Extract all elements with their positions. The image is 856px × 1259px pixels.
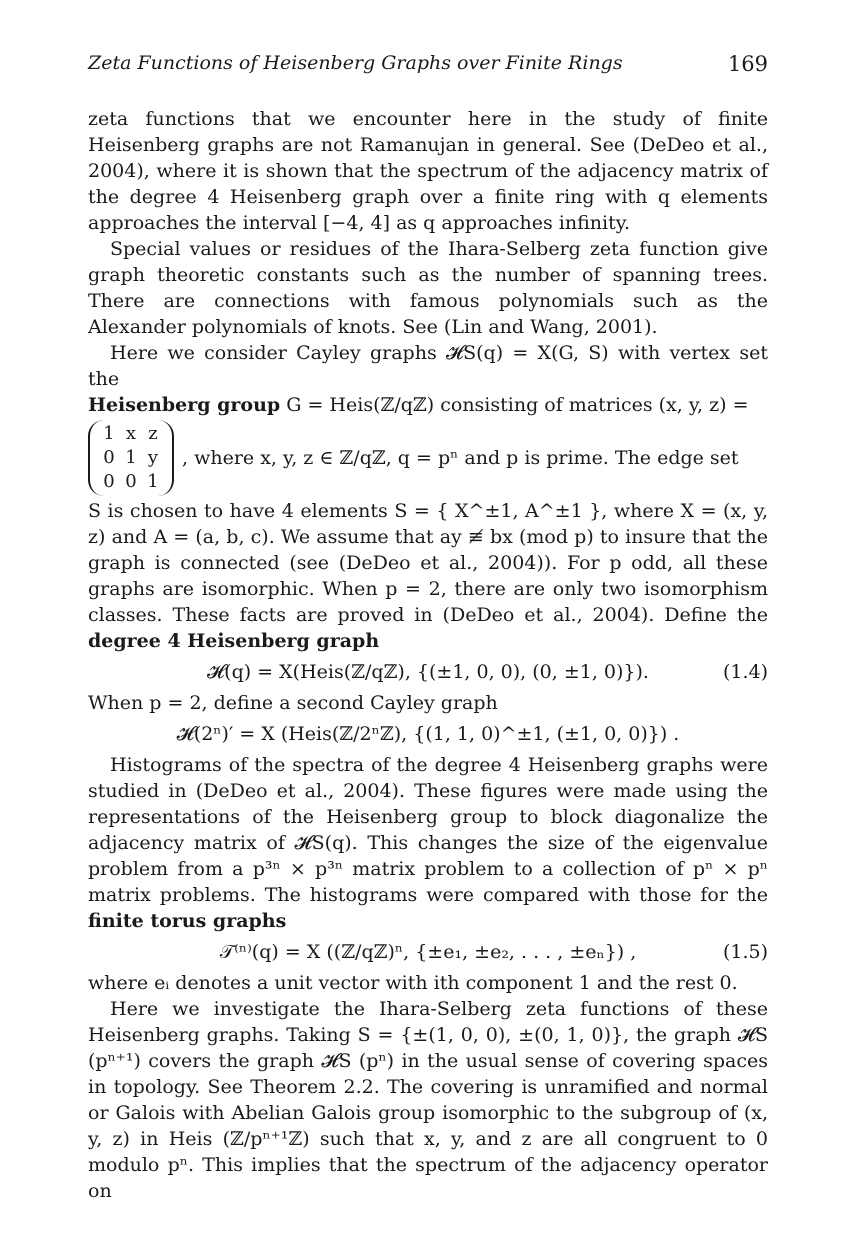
paragraph-6: where eᵢ denotes a unit vector with ith component 1 and the rest 0. bbox=[88, 972, 738, 994]
paragraph-3-line-2 bbox=[88, 392, 768, 418]
term-heisenberg-group: Heisenberg group bbox=[88, 394, 281, 416]
paragraph-2: Special values or residues of the Ihara-Selberg zeta function give graph theoretic constants such as the number of spanning trees. There are connections with famous polynomials such as the Alexander polynomials of knots. See (Lin and Wang, 2001). bbox=[88, 238, 768, 338]
equation-1-5 bbox=[88, 938, 768, 966]
page-header bbox=[88, 52, 768, 80]
matrix-line bbox=[88, 420, 768, 496]
paragraph-3-line-1: Here we consider Cayley graphs 𝓗S(q) = X(G, S) with vertex set the bbox=[88, 342, 768, 390]
paragraph-5-text: Histograms of the spectra of the degree 4 Heisenberg graphs were studied in (DeDeo et al., 2004). These figures were made using the representations of the Heisenberg group to block diagonalize the adjacency matrix of 𝓗S(q). This changes the size of the eigenvalue problem from a p³ⁿ × p³ⁿ matrix problem to a collection of pⁿ × pⁿ matrix problems. The histograms were compared with those for the bbox=[88, 754, 768, 906]
paragraph-1: zeta functions that we encounter here in the study of finite Heisenberg graphs are not Ramanujan in general. See (DeDeo et al., 2004), where it is shown that the spectrum of the adjacency matrix of the degree 4 Heisenberg graph over a finite ring with q elements approaches the interval [−4, 4] as q approaches infinity. bbox=[88, 108, 768, 234]
equation-1-5-body: 𝒯⁽ⁿ⁾(q) = X ((ℤ/qℤ)ⁿ, {±e₁, ±e₂, . . . , ±eₙ}) , bbox=[219, 941, 637, 963]
equation-second-cayley-body: 𝓗(2ⁿ)′ = X (Heis(ℤ/2ⁿℤ), {(1, 1, 0)^±1, (±1, 0, 0)}) . bbox=[176, 723, 680, 745]
matrix-cell: 0 bbox=[103, 447, 115, 468]
matrix-cell: z bbox=[148, 423, 158, 444]
paragraph-4: When p = 2, define a second Cayley graph bbox=[88, 692, 498, 714]
equation-1-4-number: (1.4) bbox=[722, 661, 768, 683]
page-number: 169 bbox=[727, 52, 768, 76]
equation-1-4-body: 𝓗(q) = X(Heis(ℤ/qℤ), {(±1, 0, 0), (0, ±1, 0)}). bbox=[207, 661, 649, 683]
matrix-cell: 1 bbox=[103, 423, 115, 444]
matrix-cell: x bbox=[125, 423, 137, 444]
body-text bbox=[88, 106, 768, 1204]
matrix-cell: 1 bbox=[125, 447, 137, 468]
paragraph-3-line-2-rest: G = Heis(ℤ/qℤ) consisting of matrices (x, y, z) = bbox=[280, 394, 749, 416]
paragraph-7: Here we investigate the Ihara-Selberg zeta functions of these Heisenberg graphs. Taking S = {±(1, 0, 0), ±(0, 1, 0)}, the graph 𝓗S (pⁿ⁺¹) covers the graph 𝓗S (pⁿ) in the usual sense of covering spaces in topology. See Theorem 2.2. The covering is unramified and normal or Galois with Abelian Galois group isomorphic to the subgroup of (x, y, z) in Heis (ℤ/pⁿ⁺¹ℤ) such that x, y, and z are all congruent to 0 modulo pⁿ. This implies that the spectrum of the adjacency operator on bbox=[88, 998, 768, 1202]
heisenberg-matrix bbox=[88, 420, 174, 496]
term-degree-4-heisenberg-graph: degree 4 Heisenberg graph bbox=[88, 630, 380, 652]
matrix-cell: 0 bbox=[125, 471, 137, 492]
matrix-caption: , where x, y, z ∈ ℤ/qℤ, q = pⁿ and p is prime. The edge set bbox=[182, 447, 739, 469]
paragraph-3-rest-text: S is chosen to have 4 elements S = { X^±1, A^±1 }, where X = (x, y, z) and A = (a, b, c). We assume that ay ≢ bx (mod p) to insure that the graph is connected (see (DeDeo et al., 2004)). For p odd, all these graphs are isomorphic. When p = 2, there are only two isomorphism classes. These facts are proved in (DeDeo et al., 2004). Define the bbox=[88, 500, 768, 626]
equation-second-cayley bbox=[88, 720, 768, 748]
matrix-cell: y bbox=[147, 447, 159, 468]
matrix-cell: 1 bbox=[147, 471, 159, 492]
equation-1-5-number: (1.5) bbox=[722, 941, 768, 963]
paragraph-5 bbox=[88, 752, 768, 934]
paragraph-3-rest bbox=[88, 498, 768, 654]
term-finite-torus-graphs: finite torus graphs bbox=[88, 910, 287, 932]
running-title: Zeta Functions of Heisenberg Graphs over Finite Rings bbox=[88, 52, 623, 74]
matrix-cell: 0 bbox=[103, 471, 115, 492]
equation-1-4 bbox=[88, 658, 768, 686]
